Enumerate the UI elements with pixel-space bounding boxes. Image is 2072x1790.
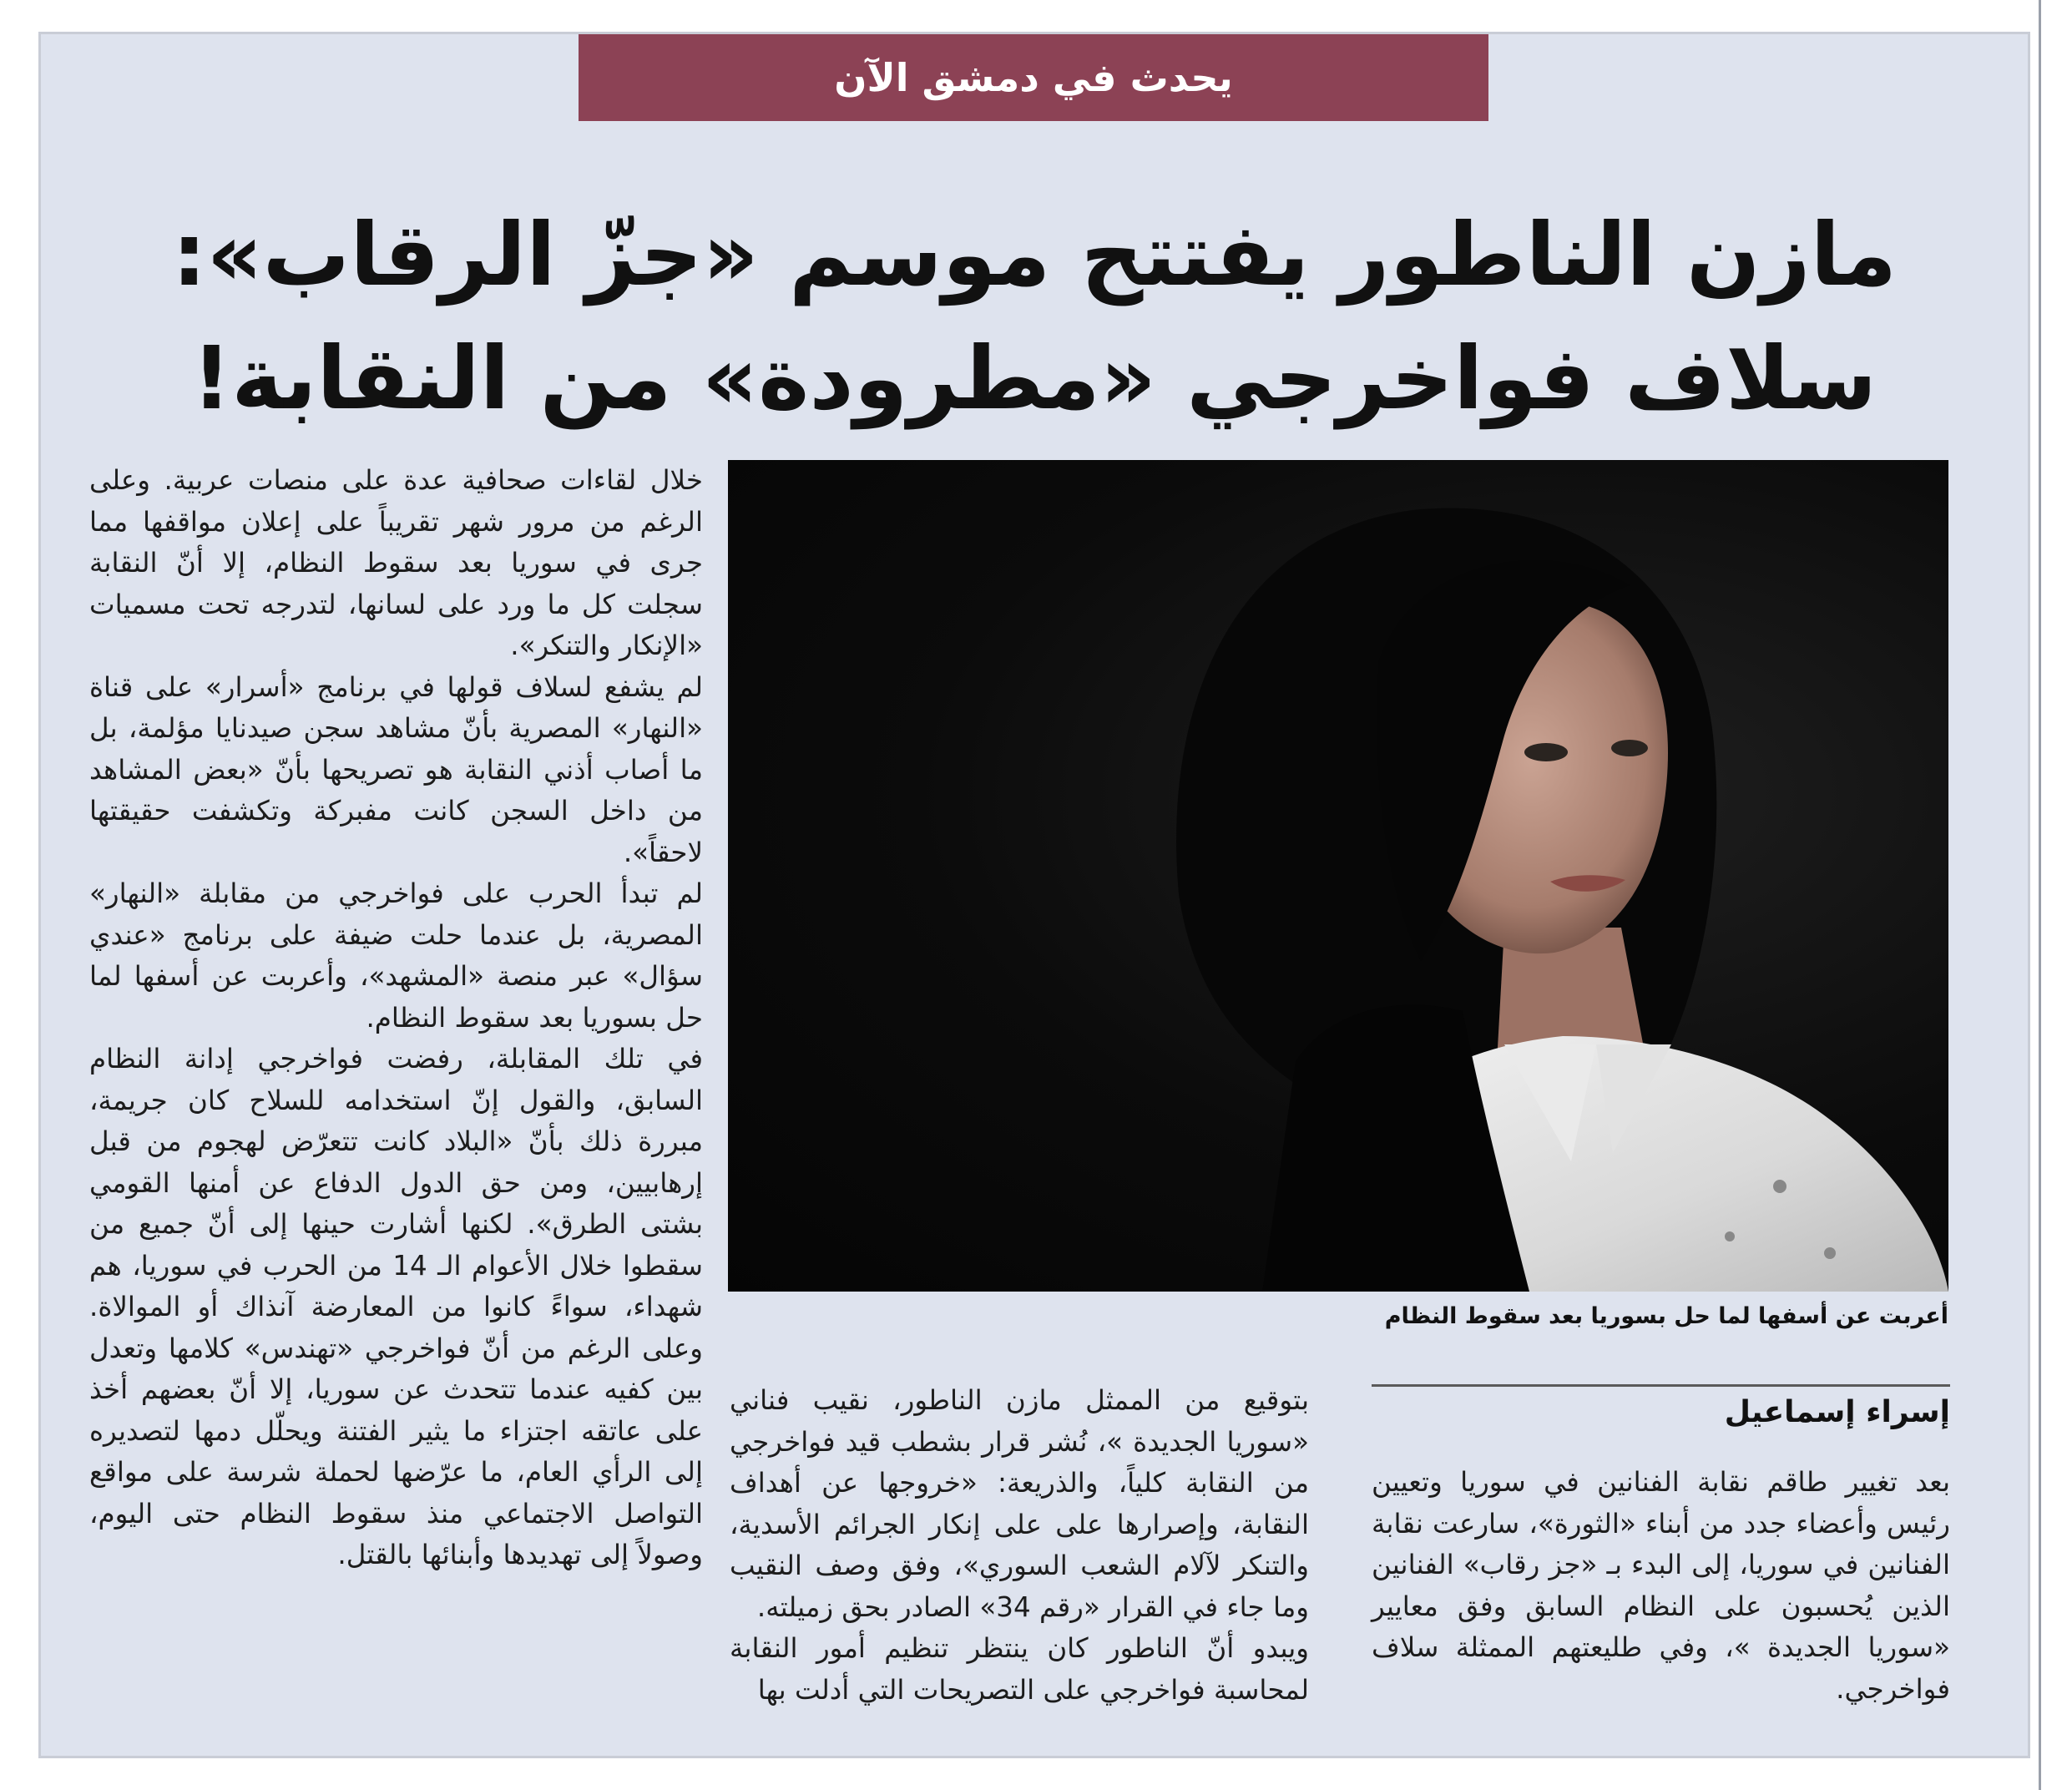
section-banner: يحدث في دمشق الآن (579, 34, 1488, 121)
author-byline: إسراء إسماعيل (1724, 1395, 1950, 1429)
paragraph: لم تبدأ الحرب على فواخرجي من مقابلة «النهار» المصرية، بل عندما حلت ضيفة على برنامج «عندي سؤال» عبر منصة «المشهد»، وأعربت عن أسفها لما حل بسوريا بعد سقوط النظام. (89, 877, 703, 1034)
article-column-middle (730, 1380, 1309, 1711)
paragraph: بعد تغيير طاقم نقابة الفنانين في سوريا وتعيين رئيس وأعضاء جدد من أبناء «الثورة»، سارعت نقابة الفنانين في سوريا، إلى البدء بـ «جز رقاب» الفنانين الذين يُحسبون على النظام السابق وفق معايير «سوريا الجديدة »، وفي طليعتهم الممثلة سلاف فواخرجي. (1372, 1466, 1950, 1705)
article-photo (728, 460, 1948, 1292)
photo-caption: أعربت عن أسفها لما حل بسوريا بعد سقوط النظام (1384, 1303, 1948, 1329)
paragraph: بتوقيع من الممثل مازن الناطور، نقيب فناني «سوريا الجديدة »، نُشر قرار بشطب قيد فواخرجي من النقابة كلياً، والذريعة: «خروجها عن أهداف النقابة، وإصرارها على على إنكار الجرائم الأسدية، والتنكر لآلام الشعب السوري»، وفق وصف النقيب وما جاء في القرار «رقم 34» الصادر بحق زميلته. (730, 1384, 1309, 1623)
headline-line-2: سلاف فواخرجي «مطرودة» من النقابة! (191, 327, 1877, 429)
headline (141, 193, 1928, 440)
paragraph: ويبدو أنّ الناطور كان ينتظر تنظيم أمور النقابة لمحاسبة فواخرجي على التصريحات التي أدلت بها (730, 1632, 1309, 1706)
paragraph: لم يشفع لسلاف قولها في برنامج «أسرار» على قناة «النهار» المصرية بأنّ مشاهد سجن صيدنايا مؤلمة، بل ما أصاب أذني النقابة هو تصريحها بأنّ «بعض المشاهد من داخل السجن كانت مفبركة وتكشفت حقيقتها لاحقاً». (89, 670, 703, 868)
paragraph: في تلك المقابلة، رفضت فواخرجي إدانة النظام السابق، والقول إنّ استخدامه للسلاح كان جريمة، مبررة ذلك بأنّ «البلاد كانت تتعرّض لهجوم من قبل إرهابيين، ومن حق الدول الدفاع عن أمنها القومي بشتى الطرق». لكنها أشارت حينها إلى أنّ جميع من سقطوا خلال الأعوام الـ 14 من الحرب في سوريا، هم شهداء، سواءً كانوا من المعارضة آنذاك أو الموالاة. وعلى الرغم من أنّ فواخرجي «تهندس» كلامها وتعدل بين كفيه عندما تتحدث عن سوريا، إلا أنّ بعضهم أخذ على عاتقه اجتزاء ما يثير الفتنة ويحلّل دمها لتصديره إلى الرأي العام، ما عرّضها لحملة شرسة على مواقع التواصل الاجتماعي منذ سقوط النظام حتى اليوم، وصولاً إلى تهديدها وأبنائها بالقتل. (89, 1043, 704, 1570)
article-column-right (1372, 1462, 1950, 1710)
headline-line-1: مازن الناطور يفتتح موسم «جزّ الرقاب»: (171, 204, 1898, 306)
page-edge-rule (2039, 0, 2041, 1790)
byline-divider (1372, 1384, 1950, 1387)
newspaper-page (38, 32, 2030, 1758)
paragraph: خلال لقاءات صحافية عدة على منصات عربية. وعلى الرغم من مرور شهر تقريباً على إعلان مواقفها مما جرى في سوريا بعد سقوط النظام، إلا أنّ النقابة سجلت كل ما ورد على لسانها، لتدرجه تحت مسميات «الإنكار والتنكر». (89, 464, 703, 661)
article-column-left (89, 460, 703, 1576)
portrait-illustration (728, 460, 1948, 1292)
